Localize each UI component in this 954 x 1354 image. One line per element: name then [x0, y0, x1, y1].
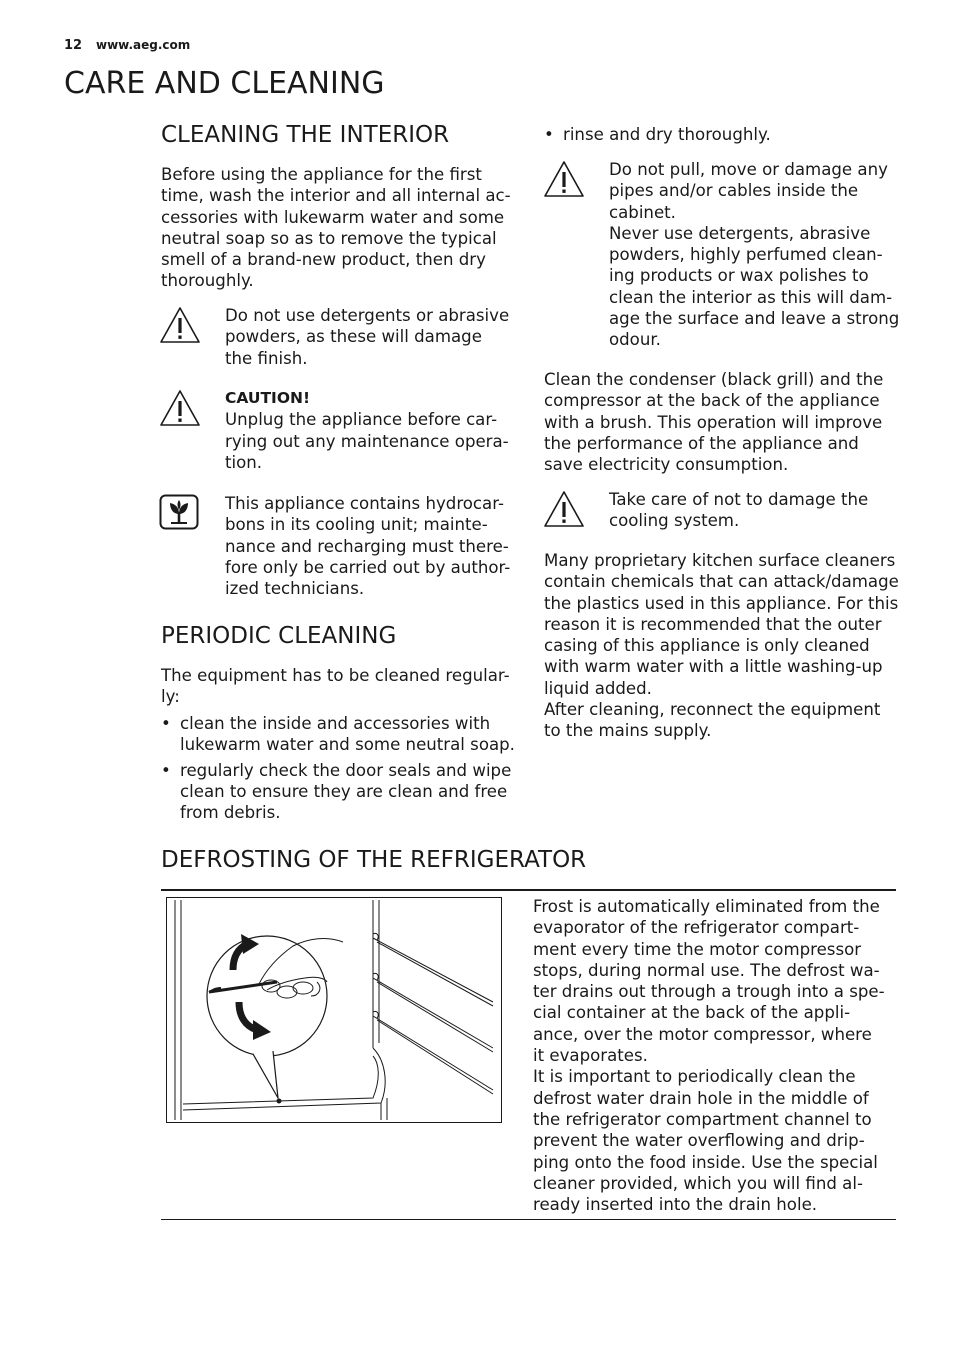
periodic-cleaning-intro: The equipment has to be cleaned regular- ly:	[161, 666, 510, 707]
condenser-text: Clean the condenser (black grill) and the compressor at the back of the appliance with a brush. This operation will improve the performance of the appliance and save electricity consumption.	[544, 370, 884, 475]
warning-triangle-icon	[543, 490, 585, 528]
section-rule-top	[161, 889, 896, 891]
heading-defrosting: DEFROSTING OF THE REFRIGERATOR	[161, 847, 587, 873]
periodic-cleaning-list	[161, 713, 521, 827]
cleaning-interior-intro: Before using the appliance for the first time, wash the interior and all internal ac- cessories with lukewarm water and some neutral soap so as to remove the typical smell of a brand-new product, then dry thoroughly.	[161, 165, 511, 291]
list-item: • clean the inside and accessories with lukewarm water and some neutral soap.	[161, 714, 515, 755]
page-title: CARE AND CLEANING	[64, 66, 385, 101]
cleaners-text: Many proprietary kitchen surface cleaners contain chemicals that can attack/damage the plastics used in this appliance. For this reason it is recommended that the outer casing of this appliance is only cleaned with warm water with a little washing-up liquid added. After cleaning, reconnect the equipment to the mains supply.	[544, 551, 899, 741]
warning-triangle-icon	[159, 389, 201, 427]
heading-cleaning-interior: CLEANING THE INTERIOR	[161, 122, 450, 148]
periodic-cleaning-list-continued	[544, 124, 904, 149]
environment-plant-icon	[159, 494, 199, 530]
warning-triangle-icon	[159, 306, 201, 344]
list-item: • regularly check the door seals and wipe clean to ensure they are clean and free from debris.	[161, 760, 512, 823]
drain-hole-cleaning-illustration	[166, 897, 502, 1123]
warning-triangle-icon	[543, 160, 585, 198]
website-url: www.aeg.com	[96, 38, 191, 52]
defrosting-text: Frost is automatically eliminated from the evaporator of the refrigerator compart- ment every time the motor compressor stops, during normal use. The defrost wa- ter drains out through a trough into a spe- cial container at the back of the appli- ance, over the motor compressor, where it evaporates. It is important to periodically clean the defrost water drain hole in the middle of the refrigerator compartment channel to prevent the water overflowing and drip- ping onto the food inside. Use the special cleaner provided, which you will find al- ready inserted into the drain hole.	[533, 897, 885, 1215]
heading-periodic-cleaning: PERIODIC CLEANING	[161, 623, 397, 649]
section-rule-bottom	[161, 1219, 896, 1220]
warning-cooling-text: Take care of not to damage the cooling system.	[609, 490, 869, 531]
warning-pipes-text: Do not pull, move or damage any pipes and/or cables inside the cabinet. Never use detergents, abrasive powders, highly perfumed clean- ing products or wax polishes to clean the interior as this will dam- age the surface and leave a strong odour.	[609, 160, 900, 350]
warning-detergent-text: Do not use detergents or abrasive powders, as these will damage the finish.	[225, 306, 510, 368]
page-number: 12	[64, 38, 83, 53]
caution-label: CAUTION!	[225, 389, 311, 407]
list-item: • rinse and dry thoroughly.	[544, 125, 771, 144]
environment-text: This appliance contains hydrocar- bons in its cooling unit; mainte- nance and recharging must there- fore only be carried out by author- ized technicians.	[225, 494, 511, 599]
caution-block: CAUTION! Unplug the appliance before car- rying out any maintenance opera- tion.	[225, 389, 509, 472]
